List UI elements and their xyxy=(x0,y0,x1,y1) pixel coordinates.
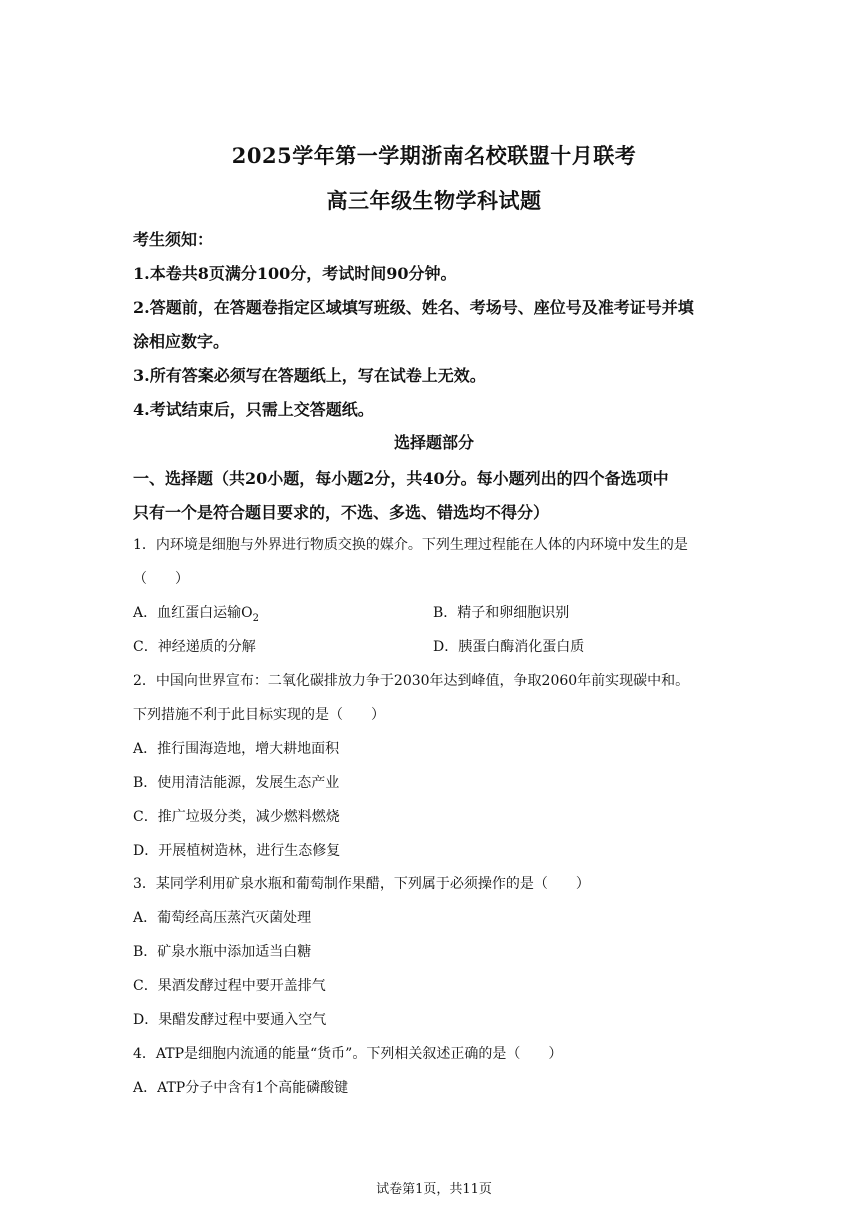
question-2-stem-cont: 下列措施不利于此目标实现的是（ ） xyxy=(133,707,385,723)
question-2 xyxy=(133,664,743,868)
notice-item-4: 4.考试结束后，只需上交答题纸。 xyxy=(133,400,374,419)
question-4 xyxy=(133,1037,743,1105)
notice-item-3: 3.所有答案必须写在答题纸上，写在试卷上无效。 xyxy=(133,366,486,385)
question-2-stem: 2．中国向世界宣布：二氧化碳排放力争于2030年达到峰值，争取2060年前实现碳中和。 xyxy=(133,673,690,689)
question-4-option-a: A．ATP分子中含有1个高能磷酸键 xyxy=(133,1080,349,1096)
question-1-option-d: D．胰蛋白酶消化蛋白质 xyxy=(433,639,585,655)
question-1 xyxy=(133,528,743,664)
question-2-option-b: B．使用清洁能源，发展生态产业 xyxy=(133,775,340,791)
question-1-option-a: A．血红蛋白运输$O_2$ xyxy=(133,605,259,624)
part-heading-line1: 一、选择题（共20小题，每小题2分，共40分。每小题列出的四个备选项中 xyxy=(133,469,669,488)
question-1-option-b: B．精子和卵细胞识别 xyxy=(433,605,570,621)
question-1-options-row2 xyxy=(133,630,743,664)
question-1-stem: 1．内环境是细胞与外界进行物质交换的媒介。下列生理过程能在人体的内环境中发生的是 xyxy=(133,537,688,553)
section-title: 选择题部分 xyxy=(393,433,474,452)
question-1-stem-bracket: （ ） xyxy=(133,571,189,587)
question-3-option-d: D．果醋发酵过程中要通入空气 xyxy=(133,1012,327,1028)
exam-title-line2: 高三年级生物学科试题 xyxy=(326,188,542,213)
question-2-option-c: C．推广垃圾分类，减少燃料燃烧 xyxy=(133,809,340,825)
notice-item-2-cont: 涂相应数字。 xyxy=(133,332,230,351)
question-4-stem: 4．ATP是细胞内流通的能量“货币”。下列相关叙述正确的是（ ） xyxy=(133,1046,563,1062)
page-footer: 试卷第1页，共11页 xyxy=(376,1182,492,1197)
notice-item-2: 2.答题前，在答题卷指定区域填写班级、姓名、考场号、座位号及准考证号并填 xyxy=(133,298,694,317)
question-3 xyxy=(133,867,743,1037)
part-heading xyxy=(133,462,753,530)
question-3-option-c: C．果酒发酵过程中要开盖排气 xyxy=(133,978,326,994)
question-2-option-a: A．推行围海造地，增大耕地面积 xyxy=(133,741,340,757)
notice-item-1: 1.本卷共8页满分100分，考试时间90分钟。 xyxy=(133,264,457,283)
question-3-option-a: A．葡萄经高压蒸汽灭菌处理 xyxy=(133,910,312,926)
question-2-option-d: D．开展植树造林，进行生态修复 xyxy=(133,843,341,859)
question-3-option-b: B．矿泉水瓶中添加适当白糖 xyxy=(133,944,312,960)
part-heading-line2: 只有一个是符合题目要求的，不选、多选、错选均不得分） xyxy=(133,503,550,522)
question-1-option-c: C．神经递质的分解 xyxy=(133,639,256,655)
notice-block xyxy=(133,223,753,427)
exam-title-line1: 2025学年第一学期浙南名校联盟十月联考 xyxy=(231,143,637,168)
notice-heading: 考生须知： xyxy=(133,230,214,249)
question-3-stem: 3．某同学利用矿泉水瓶和葡萄制作果醋，下列属于必须操作的是（ ） xyxy=(133,876,590,892)
question-1-options-row1 xyxy=(133,596,743,630)
